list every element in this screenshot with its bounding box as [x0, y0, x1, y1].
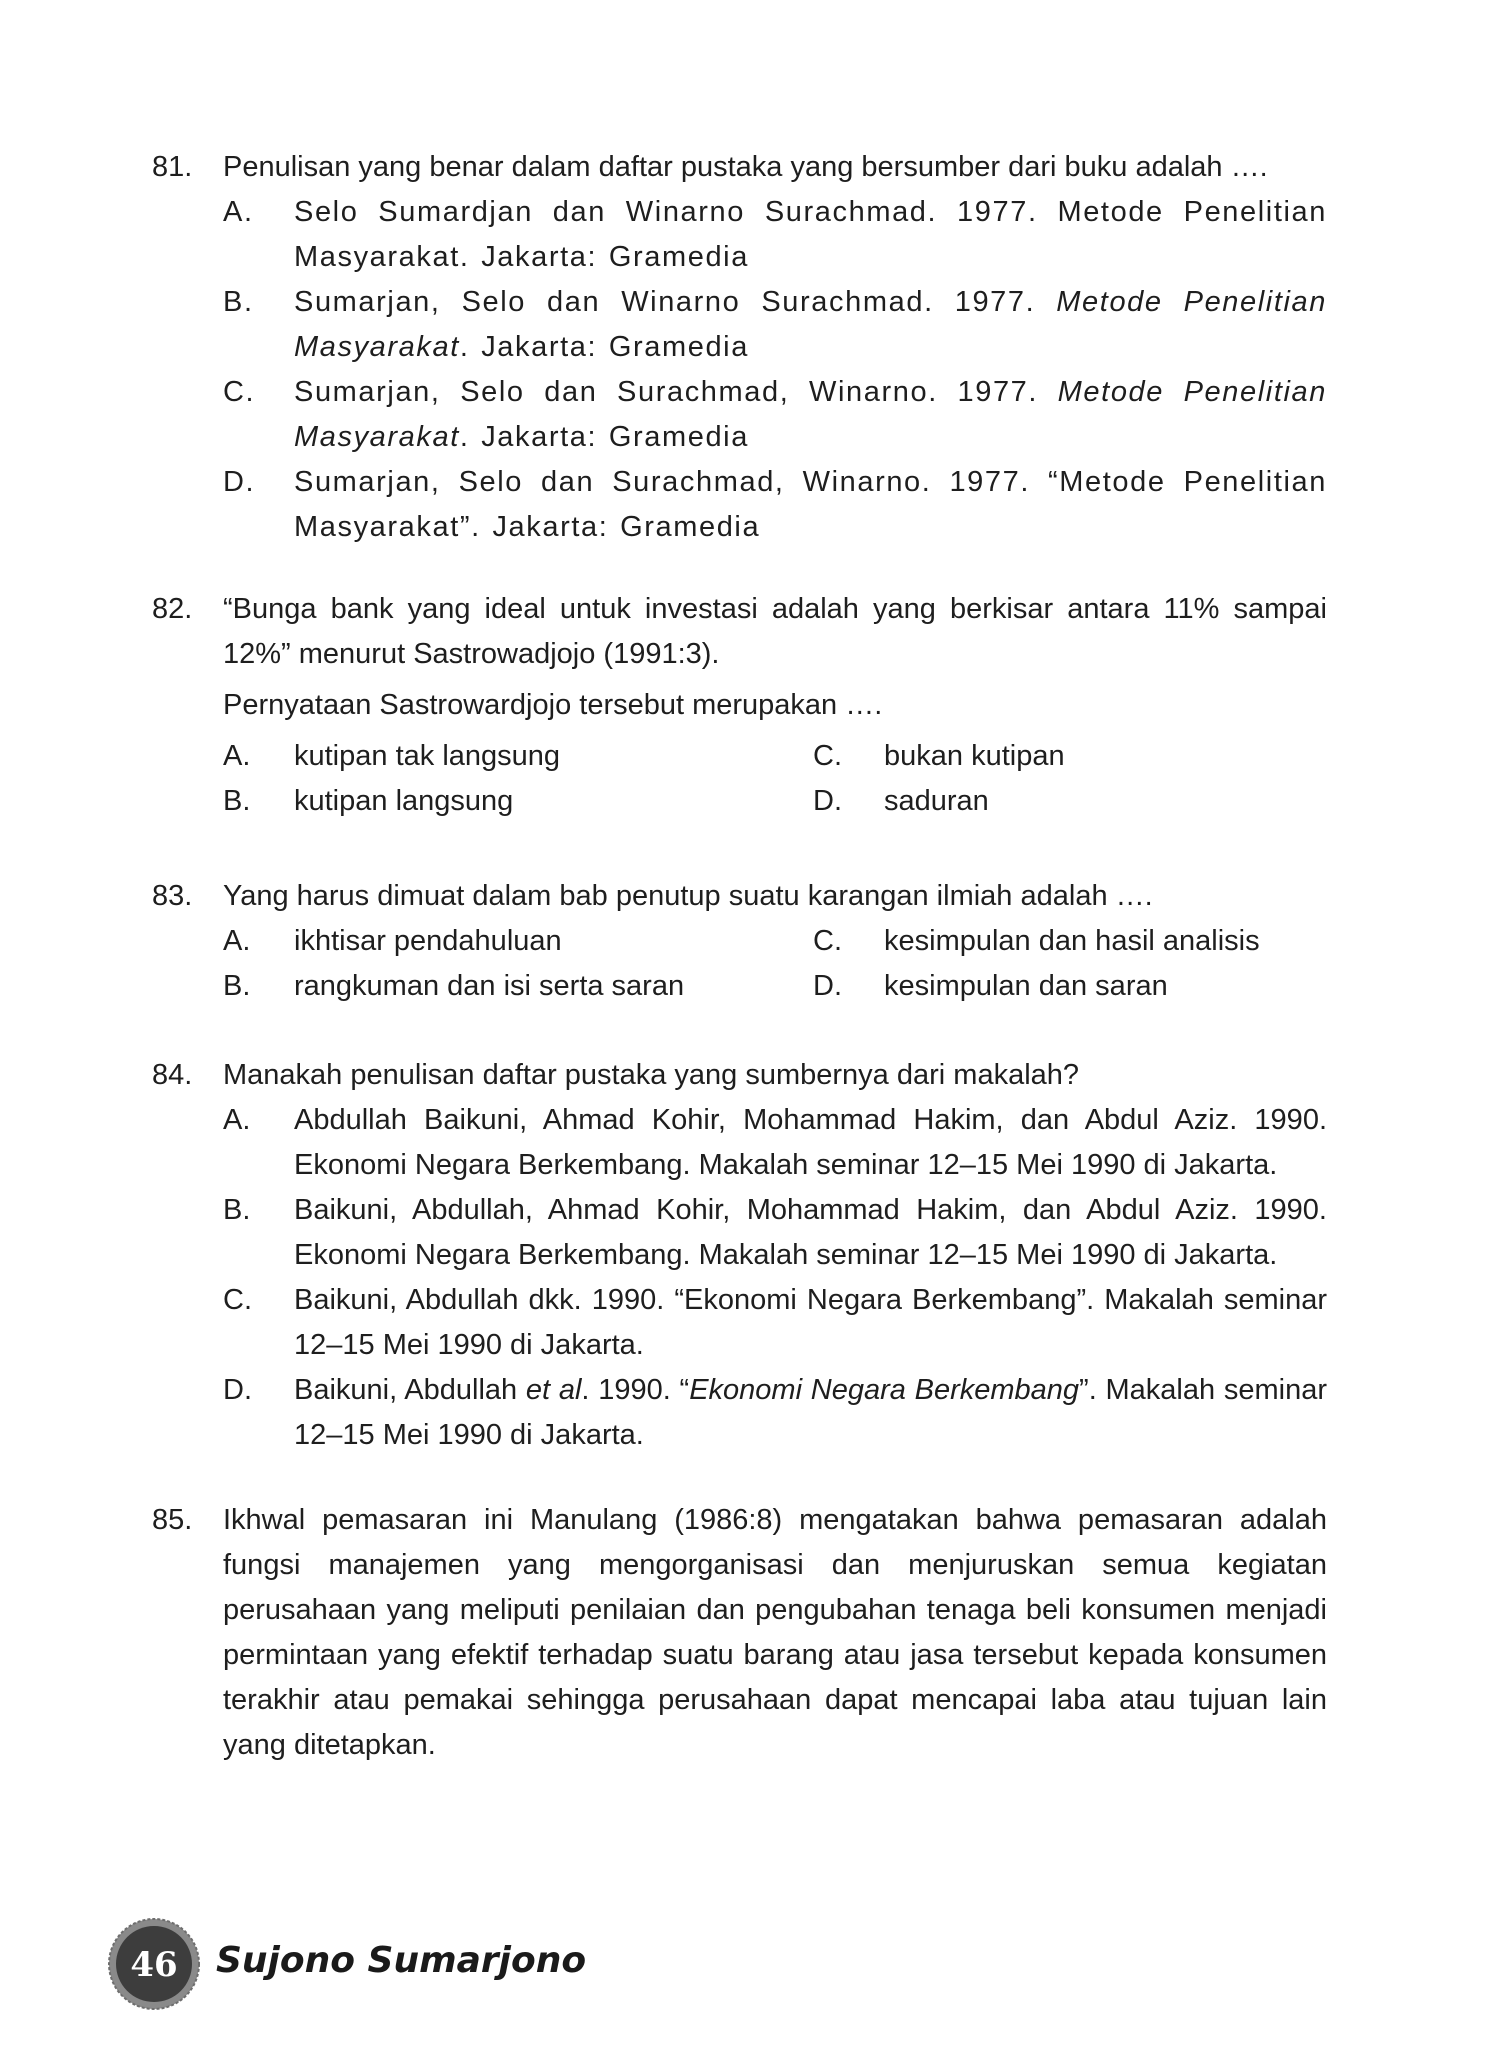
text-run: . 1990. “ [581, 1374, 690, 1406]
question-number: 82. [152, 593, 193, 625]
option-letter: A. [223, 740, 251, 772]
option-text [294, 376, 1327, 453]
question-text: Manakah penulisan daftar pustaka yang sumbernya dari makalah? [223, 1059, 1080, 1091]
option-d [223, 1368, 1327, 1458]
option-d [813, 964, 1327, 1009]
text-run: Sumarjan, Selo dan Winarno Surachmad. 1977. [294, 286, 1057, 318]
question-number: 81. [152, 151, 193, 183]
text-run: Sumarjan, Selo dan Surachmad, Winarno. 1977. “Metode Penelitian Masyarakat”. Jakarta: Gramedia [294, 466, 1327, 543]
text-run: . Jakarta: Gramedia [459, 331, 749, 363]
question-text: “Bunga bank yang ideal untuk investasi adalah yang berkisar antara 11% sampai 12%” menurut Sastrowadjojo (1991:3). [223, 593, 1327, 670]
option-text: kutipan tak langsung [294, 740, 561, 772]
option-letter: B. [223, 785, 251, 817]
question-83 [152, 874, 1327, 1009]
option-letter: A. [223, 196, 254, 228]
italic-run: et al [525, 1374, 582, 1406]
text-run: Abdullah Baikuni, Ahmad Kohir, Mohammad Hakim, dan Abdul Aziz. 1990. Ekonomi Negara Berkembang. Makalah seminar 12–15 Mei 1990 di Jakarta. [294, 1104, 1327, 1181]
question-85 [152, 1498, 1327, 1768]
italic-run: Metode Penelitian Masyarakat [294, 376, 1327, 453]
author-name: Sujono Sumarjono [216, 1940, 587, 1981]
option-letter: D. [223, 466, 256, 498]
italic-run: Ekonomi Negara Berkembang [689, 1374, 1080, 1406]
text-run: Selo Sumardjan dan Winarno Surachmad. 1977. Metode Penelitian Masyarakat. Jakarta: Gramedia [294, 196, 1327, 273]
option-text [294, 1194, 1327, 1271]
page-number-badge [108, 1918, 200, 2010]
option-text: bukan kutipan [884, 740, 1065, 772]
option-text: saduran [884, 785, 989, 817]
option-letter: D. [223, 1374, 252, 1406]
text-run: Baikuni, Abdullah dkk. 1990. “Ekonomi Negara Berkembang”. Makalah seminar 12–15 Mei 1990 di Jakarta. [294, 1284, 1327, 1361]
option-text: ikhtisar pendahuluan [294, 925, 562, 957]
option-letter: B. [223, 970, 251, 1002]
option-list [223, 190, 1327, 550]
option-letter: D. [813, 785, 842, 817]
question-81 [152, 145, 1327, 550]
option-list [223, 1098, 1327, 1458]
option-d [223, 460, 1327, 550]
text-run: . Jakarta: Gramedia [459, 421, 749, 453]
option-a [223, 919, 813, 964]
option-text: kesimpulan dan hasil analisis [884, 925, 1260, 957]
option-text [294, 1374, 1327, 1451]
option-a [223, 190, 1327, 280]
option-text: kesimpulan dan saran [884, 970, 1168, 1002]
option-d [813, 779, 1327, 824]
option-text [294, 1104, 1327, 1181]
option-letter: A. [223, 1104, 251, 1136]
option-b [223, 779, 813, 824]
question-subtext: Pernyataan Sastrowardjojo tersebut merupakan …. [223, 689, 883, 721]
question-number: 84. [152, 1059, 193, 1091]
italic-run: Metode Penelitian Masyarakat [294, 286, 1327, 363]
option-c [813, 919, 1327, 964]
option-letter: B. [223, 1194, 251, 1226]
option-text [294, 196, 1327, 273]
question-84 [152, 1053, 1327, 1458]
question-text: Yang harus dimuat dalam bab penutup suatu karangan ilmiah adalah …. [223, 880, 1153, 912]
option-text: kutipan langsung [294, 785, 514, 817]
option-grid [223, 919, 1327, 1009]
option-letter: D. [813, 970, 842, 1002]
option-letter: C. [813, 925, 842, 957]
text-run: ”. Makalah seminar 12–15 Mei 1990 di Jakarta. [294, 1374, 1327, 1451]
option-letter: B. [223, 286, 254, 318]
text-run: Baikuni, Abdullah [294, 1374, 526, 1406]
option-letter: A. [223, 925, 251, 957]
option-letter: C. [223, 376, 256, 408]
question-number: 83. [152, 880, 193, 912]
option-text [294, 1284, 1327, 1361]
option-a [223, 1098, 1327, 1188]
option-c [813, 734, 1327, 779]
text-run: Baikuni, Abdullah, Ahmad Kohir, Mohammad Hakim, dan Abdul Aziz. 1990. Ekonomi Negara Berkembang. Makalah seminar 12–15 Mei 1990 di Jakarta. [294, 1194, 1327, 1271]
option-text: rangkuman dan isi serta saran [294, 970, 685, 1002]
option-b [223, 280, 1327, 370]
option-c [223, 370, 1327, 460]
page-number: 46 [130, 1945, 178, 1985]
question-text: Penulisan yang benar dalam daftar pustaka yang bersumber dari buku adalah …. [223, 151, 1268, 183]
option-text [294, 286, 1327, 363]
option-letter: C. [223, 1284, 252, 1316]
question-text: Ikhwal pemasaran ini Manulang (1986:8) mengatakan bahwa pemasaran adalah fungsi manajemen yang mengorganisasi dan menjuruskan semua kegiatan perusahaan yang meliputi penilaian dan pengubahan tenaga beli konsumen menjadi permintaan yang efektif terhadap suatu barang atau jasa tersebut kepada konsumen terakhir atau pemakai sehingga perusahaan dapat mencapai laba atau tujuan lain yang ditetapkan. [223, 1504, 1327, 1761]
option-letter: C. [813, 740, 842, 772]
option-b [223, 1188, 1327, 1278]
option-c [223, 1278, 1327, 1368]
question-82 [152, 587, 1327, 824]
text-run: Sumarjan, Selo dan Surachmad, Winarno. 1977. [294, 376, 1058, 408]
question-number: 85. [152, 1504, 193, 1536]
option-text [294, 466, 1327, 543]
option-grid [223, 734, 1327, 824]
option-a [223, 734, 813, 779]
option-b [223, 964, 813, 1009]
